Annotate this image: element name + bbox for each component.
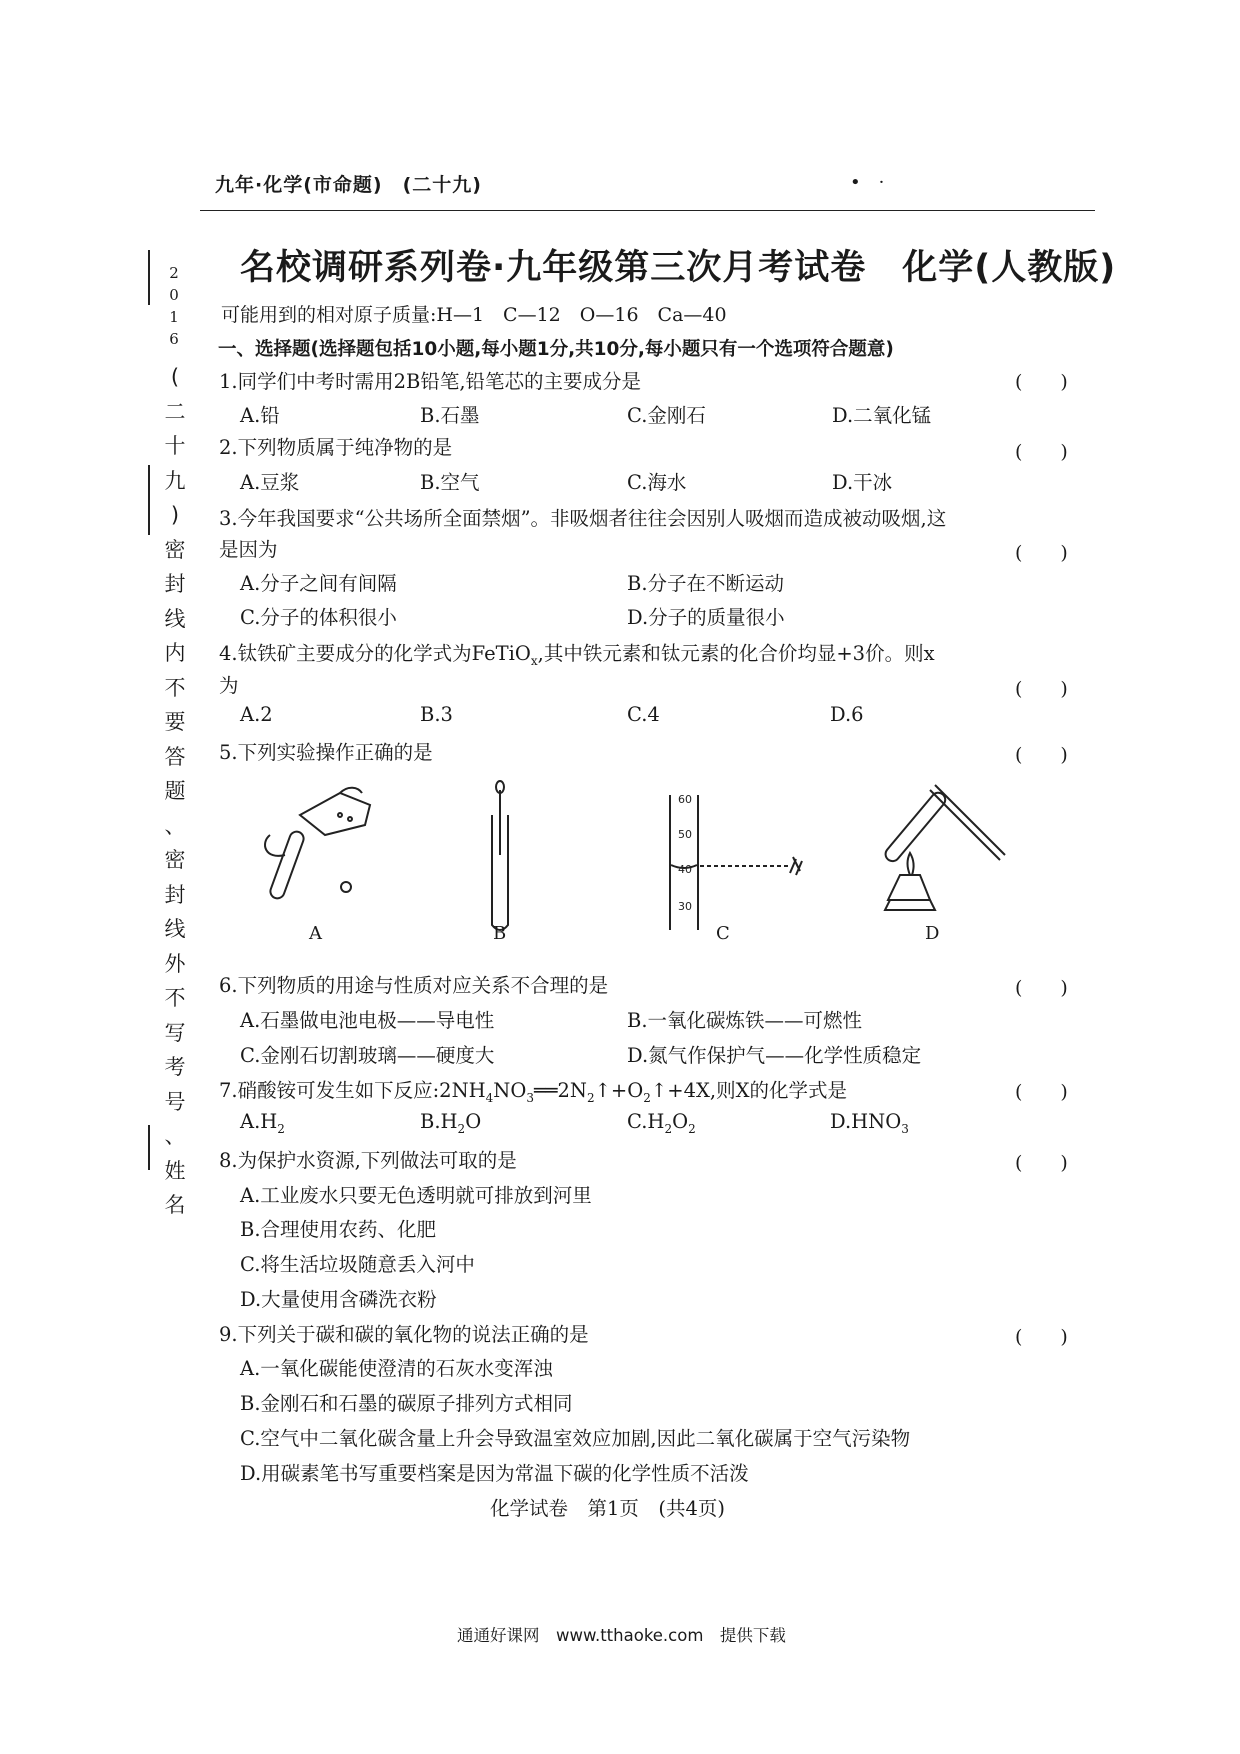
q1-stem: 1.同学们中考时需用2B铅笔,铅笔芯的主要成分是 — [219, 370, 642, 393]
q7-d-sub: 3 — [901, 1121, 909, 1136]
q7-b-sub: 2 — [457, 1121, 466, 1136]
figure-label-b: B — [493, 923, 507, 944]
q7-up1: ↑+O — [594, 1079, 644, 1102]
figure-label-a: A — [309, 923, 322, 944]
q2-option-d: D.干冰 — [832, 471, 893, 494]
figure-c-ticks — [678, 793, 692, 913]
answer-paren: ( ) — [1015, 371, 1068, 393]
margin-char: 内 — [164, 641, 186, 665]
q7-b-post: O — [465, 1110, 482, 1133]
figure-d-heating — [883, 785, 1005, 910]
answer-paren: ( ) — [1015, 678, 1068, 700]
q7-a-text: A.H — [240, 1110, 278, 1133]
q6-option-a: A.石墨做电池电极——导电性 — [240, 1009, 495, 1032]
q7-a-sub: 2 — [277, 1121, 285, 1136]
page-footer: 化学试卷 第1页 (共4页) — [490, 1497, 726, 1520]
q7-up2: ↑+4X,则X的化学式是 — [650, 1079, 847, 1102]
q4-stem-pre: 4.钛铁矿主要成分的化学式为FeTiO — [219, 642, 531, 665]
q8-option-b: B.合理使用农药、化肥 — [240, 1218, 437, 1241]
q4-stem-post: ,其中铁元素和钛元素的化合价均显+3价。则x — [537, 642, 935, 665]
tick-label: 60 — [678, 793, 692, 806]
q9-option-a: A.一氧化碳能使澄清的石灰水变浑浊 — [240, 1357, 553, 1380]
q7-sub: 4 — [485, 1090, 494, 1105]
q4-subscript: x — [530, 653, 538, 668]
tick-label: 50 — [678, 828, 692, 841]
q7-b-text: B.H — [420, 1110, 458, 1133]
q2-option-b: B.空气 — [420, 471, 480, 494]
margin-char: 九 — [164, 468, 186, 493]
q1-option-b: B.石墨 — [420, 404, 480, 427]
margin-char: 二 — [164, 399, 186, 424]
answer-paren: ( ) — [1015, 744, 1068, 766]
q9-option-c: C.空气中二氧化碳含量上升会导致温室效应加剧,因此二氧化碳属于空气污染物 — [240, 1427, 911, 1450]
margin-year-digit: 6 — [169, 330, 179, 348]
q9-option-b: B.金刚石和石墨的碳原子排列方式相同 — [240, 1392, 573, 1415]
q5-stem: 5.下列实验操作正确的是 — [219, 741, 433, 764]
margin-seal-text — [163, 360, 187, 1223]
margin-char: 封 — [164, 882, 186, 907]
q6-option-b: B.一氧化碳炼铁——可燃性 — [627, 1009, 863, 1032]
q6-option-c: C.金刚石切割玻璃——硬度大 — [240, 1044, 495, 1067]
q2-option-a: A.豆浆 — [240, 471, 300, 494]
margin-char: 题 — [164, 779, 186, 803]
q1-option-d: D.二氧化锰 — [832, 404, 932, 427]
q8-option-a: A.工业废水只要无色透明就可排放到河里 — [240, 1184, 592, 1207]
margin-char: 线 — [164, 917, 186, 941]
margin-char: 考 — [164, 1055, 186, 1079]
figure-a-pouring — [265, 788, 370, 901]
q1-option-a: A.铅 — [240, 404, 280, 427]
margin-char: 不 — [164, 675, 186, 700]
q7-stem — [219, 1075, 847, 1105]
q7-c-sub: 2 — [688, 1121, 696, 1136]
answer-paren: ( ) — [1015, 1081, 1068, 1103]
answer-paren: ( ) — [1015, 441, 1068, 463]
header-dots: • · — [850, 172, 885, 193]
margin-char: ( — [170, 365, 180, 389]
margin-char: 不 — [164, 986, 186, 1010]
figure-label-c: C — [716, 923, 730, 944]
margin-char: 姓 — [164, 1158, 186, 1183]
margin-year — [166, 262, 182, 350]
atomic-masses: 可能用到的相对原子质量:H—1 C—12 O—16 Ca—40 — [221, 304, 727, 326]
margin-year-digit: 2 — [169, 264, 179, 282]
tick-label: 40 — [678, 863, 692, 876]
q4-stem-line2: 为 — [219, 674, 239, 697]
margin-line-low — [148, 1125, 150, 1170]
margin-line-mid — [148, 465, 150, 535]
answer-paren: ( ) — [1015, 1326, 1068, 1348]
q7-option-d — [830, 1110, 909, 1136]
q1-option-c: C.金刚石 — [627, 404, 706, 427]
answer-paren: ( ) — [1015, 1152, 1068, 1174]
q3-option-b: B.分子在不断运动 — [627, 572, 785, 595]
q6-option-d: D.氮气作保护气——化学性质稳定 — [627, 1044, 922, 1067]
margin-line-top — [148, 250, 150, 305]
exam-title: 名校调研系列卷·九年级第三次月考试卷 化学(人教版) — [240, 248, 1117, 288]
margin-char: 要 — [164, 710, 186, 734]
q3-stem-line2: 是因为 — [219, 538, 278, 561]
q7-option-a — [240, 1110, 285, 1136]
download-credit: 通通好课网 www.tthaoke.com 提供下载 — [457, 1626, 786, 1645]
q7-option-c — [627, 1110, 696, 1136]
q7-c-sub: 2 — [664, 1121, 673, 1136]
q7-c-mid: O — [672, 1110, 689, 1133]
q3-option-d: D.分子的质量很小 — [627, 606, 785, 629]
q7-sub: 2 — [643, 1090, 651, 1105]
margin-char: 写 — [164, 1020, 186, 1045]
q8-option-d: D.大量使用含磷洗衣粉 — [240, 1288, 437, 1311]
margin-char: 密 — [164, 848, 186, 872]
figure-b-test-tube — [492, 781, 508, 930]
margin-char: 十 — [164, 434, 186, 458]
margin-char: ) — [170, 503, 180, 527]
q2-stem: 2.下列物质属于纯净物的是 — [219, 436, 453, 459]
answer-paren: ( ) — [1015, 977, 1068, 999]
section-heading: 一、选择题(选择题包括10小题,每小题1分,共10分,每小题只有一个选项符合题意) — [218, 339, 894, 360]
q8-option-c: C.将生活垃圾随意丢入河中 — [240, 1253, 475, 1276]
q5-figures — [230, 775, 1110, 935]
margin-char: 、 — [164, 813, 186, 838]
margin-char: 密 — [164, 537, 186, 562]
margin-char: 号 — [164, 1089, 186, 1114]
q7-d-text: D.HNO — [830, 1110, 902, 1133]
header-rule — [200, 210, 1095, 211]
paper-header: 九年·化学(市命题) (二十九) — [215, 174, 482, 196]
q7-c-text: C.H — [627, 1110, 665, 1133]
tick-label: 30 — [678, 900, 692, 913]
q4-option-c: C.4 — [627, 703, 660, 726]
margin-char: 、 — [164, 1124, 186, 1148]
q4-option-d: D.6 — [830, 703, 864, 726]
q4-option-a: A.2 — [240, 703, 273, 726]
q7-stem-pre: 7.硝酸铵可发生如下反应:2NH — [219, 1079, 486, 1102]
q9-stem: 9.下列关于碳和碳的氧化物的说法正确的是 — [219, 1323, 589, 1346]
q3-option-a: A.分子之间有间隔 — [240, 572, 397, 595]
answer-paren: ( ) — [1015, 542, 1068, 564]
margin-char: 外 — [164, 951, 186, 976]
q4-stem-line1 — [219, 638, 935, 668]
margin-year-digit: 1 — [169, 308, 179, 326]
q7-option-b — [420, 1110, 481, 1136]
margin-year-digit: 0 — [169, 286, 179, 304]
margin-char: 名 — [164, 1193, 186, 1217]
q9-option-d: D.用碳素笔书写重要档案是因为常温下碳的化学性质不活泼 — [240, 1462, 749, 1485]
margin-char: 答 — [164, 744, 186, 769]
q7-sub: 2 — [586, 1090, 595, 1105]
q7-equals: ══2N — [534, 1079, 587, 1102]
q2-option-c: C.海水 — [627, 471, 687, 494]
q7-sub: 3 — [526, 1090, 534, 1105]
q3-option-c: C.分子的体积很小 — [240, 606, 397, 629]
margin-char: 封 — [164, 572, 186, 596]
q7-stem-mid: NO — [493, 1079, 527, 1102]
q6-stem: 6.下列物质的用途与性质对应关系不合理的是 — [219, 974, 609, 997]
q8-stem: 8.为保护水资源,下列做法可取的是 — [219, 1149, 517, 1172]
q4-option-b: B.3 — [420, 703, 453, 726]
q3-stem-line1: 3.今年我国要求“公共场所全面禁烟”。非吸烟者往往会因别人吸烟而造成被动吸烟,这 — [219, 507, 947, 530]
figure-label-d: D — [925, 923, 940, 944]
margin-char: 线 — [164, 606, 186, 631]
